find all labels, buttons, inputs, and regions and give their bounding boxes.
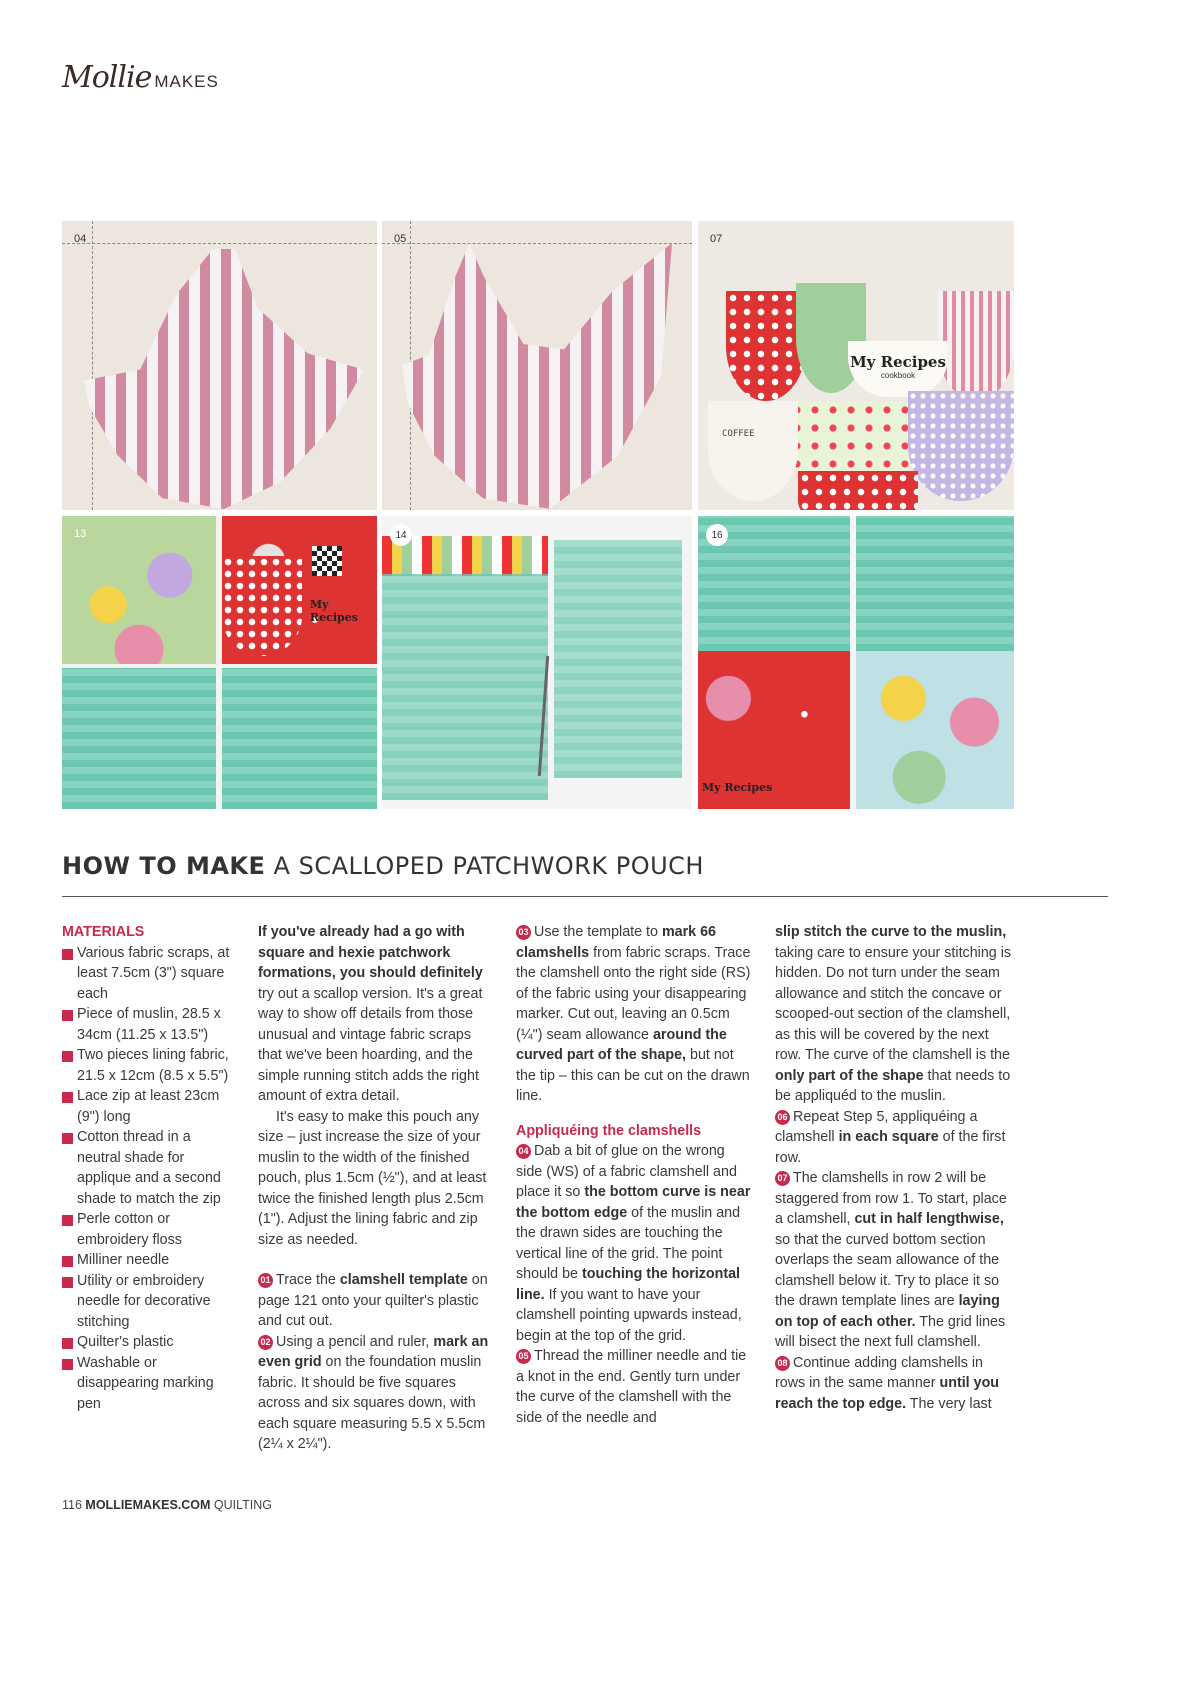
text: Continue adding clamshells in rows in the same manner xyxy=(775,1354,983,1391)
body-column-4 xyxy=(775,922,1015,1414)
emphasis: touching the horizontal line. xyxy=(516,1266,741,1303)
section-name: QUILTING xyxy=(213,1498,273,1512)
emphasis: until you reach the top edge. xyxy=(775,1375,1000,1412)
materials-heading: MATERIALS xyxy=(62,924,145,940)
teal-lining-left xyxy=(382,574,548,800)
body-column-2 xyxy=(258,922,496,1455)
text: Use the template to xyxy=(534,924,662,940)
clamshell-red-dot-bottom xyxy=(798,471,918,510)
step-04 xyxy=(516,1141,754,1346)
list-item: Perle cotton or embroidery floss xyxy=(62,1209,234,1250)
list-item: Utility or embroidery needle for decorative stitching xyxy=(62,1271,234,1333)
step-06 xyxy=(775,1107,1015,1169)
step-number-badge: 08 xyxy=(775,1356,790,1371)
emphasis: mark an even grid xyxy=(258,1333,489,1370)
text: Dab a bit of glue on the wrong side (WS) of a fabric clamshell and place it so xyxy=(516,1143,737,1200)
list-item: Milliner needle xyxy=(62,1250,234,1271)
step-number: 04 xyxy=(74,233,87,245)
list-item: Lace zip at least 23cm (9") long xyxy=(62,1086,234,1127)
step-number: 05 xyxy=(394,233,407,245)
clamshell-pink-stripe xyxy=(938,291,1014,401)
cookbook-print: cookbook xyxy=(880,371,916,380)
photo-step-16 xyxy=(698,516,1014,809)
text: from fabric scraps. Trace the clamshell onto the right side (RS) of the fabric using your disappearing marker. Cut out, leaving an 0.5cm (¼") seam allowance xyxy=(516,944,751,1043)
photo-step-14 xyxy=(382,516,692,809)
emphasis: slip stitch the curve to the muslin, xyxy=(775,924,1007,940)
emphasis: only part of the shape xyxy=(775,1067,924,1084)
body-column-3 xyxy=(516,922,754,1428)
emphasis: laying on top of each other. xyxy=(775,1293,1000,1330)
scallop-panel-right xyxy=(222,516,377,664)
intro-rest: try out a scallop version. It's a great way to show off details from those unusual and vintage fabric scraps that we've been hoarding, and the simple running stitch adds the right amount of extra detail. xyxy=(258,985,483,1104)
text: Repeat Step 5, appliquéing a clamshell xyxy=(775,1108,978,1145)
photo-step-04 xyxy=(62,221,377,510)
step-number-badge: 07 xyxy=(775,1171,790,1186)
step-number: 07 xyxy=(710,233,723,245)
photo-step-05 xyxy=(382,221,692,510)
step-01 xyxy=(258,1270,496,1332)
step-number-badge: 06 xyxy=(775,1110,790,1125)
step-number-badge: 03 xyxy=(516,925,531,940)
text: on the foundation muslin fabric. It should be five squares across and six squares down, with each square measuring 5.5 x 5.5cm (2¼ x 2¼"). xyxy=(258,1354,486,1452)
step-07 xyxy=(775,1168,1015,1353)
step-05-continued xyxy=(775,922,1015,1107)
scallop-panel-right xyxy=(856,651,1014,809)
text: Thread the milliner needle and tie a knot in the end. Gently turn under the curve of the clamshell with the side of the needle and xyxy=(516,1348,747,1426)
list-item: Various fabric scraps, at least 7.5cm (3") square each xyxy=(62,943,234,1005)
label-fabric xyxy=(848,341,948,397)
list-item: Washable or disappearing marking pen xyxy=(62,1353,234,1415)
recipes-print: My Recipes xyxy=(850,353,946,371)
logo-script: Mollie xyxy=(62,60,152,95)
text: of the muslin and the drawn sides are touching the vertical line of the grid. The point should be xyxy=(516,1204,741,1282)
step-08 xyxy=(775,1353,1015,1415)
intro-bold: If you've already had a go with square and hexie patchwork formations, you should definitely xyxy=(258,924,483,981)
materials-list xyxy=(62,943,234,1415)
clamshell-red-dot xyxy=(726,291,806,401)
step-number-badge: 01 xyxy=(258,1273,273,1288)
text: If you want to have your clamshell pointing upwards instead, begin at the top of the grid. xyxy=(516,1286,742,1344)
step-05 xyxy=(516,1346,754,1428)
photo-step-07 xyxy=(698,221,1014,510)
subheading: Appliquéing the clamshells xyxy=(516,1122,702,1139)
emphasis: the bottom curve is near the bottom edge xyxy=(516,1184,751,1221)
step-number: 16 xyxy=(706,524,728,546)
recipes-print: My Recipes xyxy=(702,781,773,794)
teal-panel-right xyxy=(856,516,1014,651)
teal-panel-right xyxy=(222,668,377,809)
step-03 xyxy=(516,922,754,1107)
emphasis: around the curved part of the shape, xyxy=(516,1026,727,1063)
clamshell-lilac xyxy=(908,391,1014,501)
teal-lining-right xyxy=(554,540,682,778)
step-number: 14 xyxy=(390,524,412,546)
text: Trace the xyxy=(276,1272,340,1288)
title-bold: HOW TO MAKE xyxy=(62,852,266,880)
clamshell-fabric xyxy=(84,241,364,509)
list-item: Cotton thread in a neutral shade for applique and a second shade to match the zip xyxy=(62,1127,234,1209)
title-rest: A SCALLOPED PATCHWORK POUCH xyxy=(273,852,704,880)
recipes-print: My Recipes xyxy=(310,598,358,624)
clamshell-coffee xyxy=(708,401,798,501)
photo-step-13 xyxy=(62,516,377,809)
page-number: 116 xyxy=(62,1498,82,1512)
article-title xyxy=(62,852,704,880)
step-number-badge: 04 xyxy=(516,1144,531,1159)
list-item: Quilter's plastic xyxy=(62,1332,234,1353)
site-url: MOLLIEMAKES.COM xyxy=(85,1498,211,1512)
clamshell-fabric xyxy=(402,243,672,509)
text: on page 121 onto your quilter's plastic and cut out. xyxy=(258,1272,488,1329)
page-footer xyxy=(62,1498,272,1512)
paragraph: It's easy to make this pouch any size – just increase the size of your muslin to the width of the finished pouch, plus 1.5cm (½"), and at least twice the finished length plus 2.5cm (1"). Adjust the lining fabric and zip size as needed. xyxy=(258,1108,487,1248)
text: Using a pencil and ruler, xyxy=(276,1333,434,1350)
step-number: 13 xyxy=(74,528,87,540)
text: The very last xyxy=(906,1395,992,1412)
text: that needs to be appliquéd to the muslin. xyxy=(775,1067,1011,1104)
list-item: Two pieces lining fabric, 21.5 x 12cm (8.5 x 5.5") xyxy=(62,1045,234,1086)
coffee-print: COFFEE xyxy=(722,429,755,439)
list-item: Piece of muslin, 28.5 x 34cm (11.25 x 13.5") xyxy=(62,1004,234,1045)
teal-panel-left xyxy=(62,668,216,809)
materials-column xyxy=(62,922,234,1414)
text: so that the curved bottom section overlaps the seam allowance of the clamshell below it. Try to place it so the drawn template lines are xyxy=(775,1231,1000,1309)
step-number-badge: 05 xyxy=(516,1349,531,1364)
logo-makes: MAKES xyxy=(154,72,219,91)
text: of the first row. xyxy=(775,1129,1006,1166)
step-02 xyxy=(258,1332,496,1455)
text: The grid lines will bisect the next full clamshell. xyxy=(775,1313,1006,1350)
emphasis: cut in half lengthwise, xyxy=(854,1211,1004,1227)
emphasis: in each square xyxy=(838,1129,939,1145)
emphasis: clamshell template xyxy=(339,1272,468,1288)
emphasis: mark 66 clamshells xyxy=(516,924,717,961)
text: but not the tip – this can be cut on the drawn line. xyxy=(516,1047,750,1104)
text: taking care to ensure your stitching is hidden. Do not turn under the seam allowance and stitch the concave or scooped-out section of the clamshell, as this will be covered by the next row. The curve of the clamshell is the xyxy=(775,944,1012,1063)
brand-logo xyxy=(62,60,219,100)
scallop-panel-left xyxy=(698,651,850,809)
text: The clamshells in row 2 will be staggered from row 1. To start, place a clamshell, xyxy=(775,1170,1007,1227)
title-rule xyxy=(62,896,1108,897)
step-number-badge: 02 xyxy=(258,1335,273,1350)
intro-paragraph xyxy=(258,922,496,1107)
